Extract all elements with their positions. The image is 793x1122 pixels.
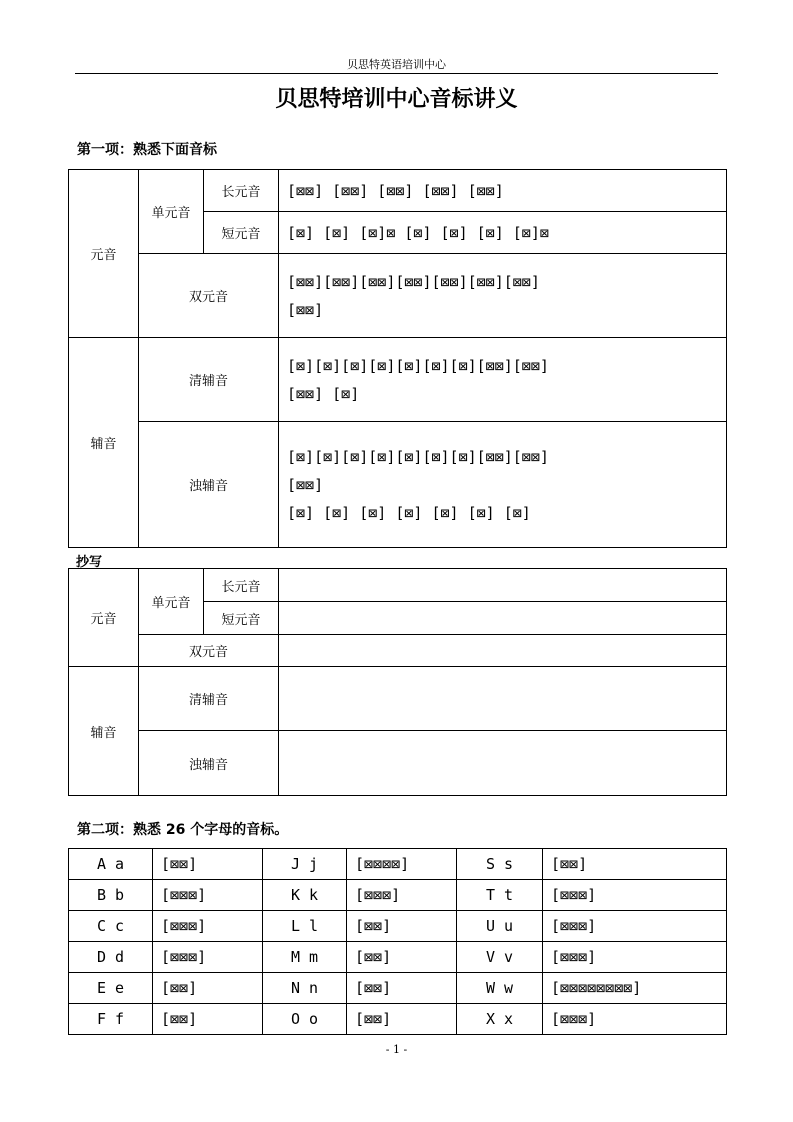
copy-diphthong-field[interactable] [279, 635, 727, 667]
letter-cell: V v [457, 942, 543, 973]
letter-cell: C c [69, 911, 153, 942]
voiced-line-3: [⊠] [⊠] [⊠] [⊠] [⊠] [⊠] [⊠] [287, 503, 531, 522]
letter-cell: J j [263, 849, 347, 880]
letter-phonetic-cell: [⊠⊠⊠⊠⊠⊠⊠⊠] [543, 973, 727, 1004]
monophthong-label: 单元音 [139, 170, 204, 254]
letter-phonetic-cell: [⊠⊠⊠] [153, 942, 263, 973]
letter-cell: M m [263, 942, 347, 973]
letter-cell: L l [263, 911, 347, 942]
alphabet-row [69, 880, 727, 911]
copy-heading: 抄写 [76, 555, 103, 570]
page-header: 贝思特英语培训中心 [347, 58, 446, 71]
letter-phonetic-cell: [⊠⊠] [153, 849, 263, 880]
copy-voiced-label: 浊辅音 [139, 731, 279, 796]
letter-phonetic-cell: [⊠⊠] [543, 849, 727, 880]
copy-vowel-label: 元音 [69, 569, 139, 667]
copy-voiceless-label: 清辅音 [139, 667, 279, 731]
alphabet-row [69, 911, 727, 942]
letter-phonetic-cell: [⊠⊠⊠] [543, 880, 727, 911]
letter-cell: O o [263, 1004, 347, 1035]
section1-heading: 第一项：熟悉下面音标 [77, 142, 217, 158]
letter-cell: U u [457, 911, 543, 942]
letter-phonetic-cell: [⊠⊠] [153, 1004, 263, 1035]
header-rule [75, 73, 718, 74]
voiced-label: 浊辅音 [139, 422, 279, 548]
document-title: 贝思特培训中心音标讲义 [275, 87, 518, 112]
long-vowel-label: 长元音 [204, 170, 279, 212]
alphabet-row [69, 942, 727, 973]
letter-phonetic-cell: [⊠⊠] [347, 973, 457, 1004]
letter-phonetic-cell: [⊠⊠⊠⊠] [347, 849, 457, 880]
letter-cell: S s [457, 849, 543, 880]
letter-phonetic-cell: [⊠⊠] [153, 973, 263, 1004]
phonetic-table [68, 169, 727, 548]
letter-cell: T t [457, 880, 543, 911]
copy-diphthong-label: 双元音 [139, 635, 279, 667]
copy-monophthong-label: 单元音 [139, 569, 204, 635]
short-vowel-symbols: [⊠] [⊠] [⊠]⊠ [⊠] [⊠] [⊠] [⊠]⊠ [279, 212, 727, 254]
letter-cell: A a [69, 849, 153, 880]
voiced-line-2: [⊠⊠] [287, 475, 324, 494]
voiced-line-1: [⊠][⊠][⊠][⊠][⊠][⊠][⊠][⊠⊠][⊠⊠] [287, 447, 549, 466]
long-vowel-symbols: [⊠⊠] [⊠⊠] [⊠⊠] [⊠⊠] [⊠⊠] [279, 170, 727, 212]
letter-cell: X x [457, 1004, 543, 1035]
voiceless-line-2: [⊠⊠] [⊠] [287, 384, 360, 403]
copy-table [68, 568, 727, 796]
consonant-label: 辅音 [69, 338, 139, 548]
letter-phonetic-cell: [⊠⊠] [347, 942, 457, 973]
diphthong-label: 双元音 [139, 254, 279, 338]
letter-phonetic-cell: [⊠⊠⊠] [347, 880, 457, 911]
page-number: - 1 - [385, 1043, 408, 1056]
letter-cell: W w [457, 973, 543, 1004]
copy-long-label: 长元音 [204, 569, 279, 602]
diphthong-line-2: [⊠⊠] [287, 300, 324, 319]
voiceless-line-1: [⊠][⊠][⊠][⊠][⊠][⊠][⊠][⊠⊠][⊠⊠] [287, 356, 549, 375]
letter-phonetic-cell: [⊠⊠] [347, 1004, 457, 1035]
alphabet-table [68, 848, 727, 1035]
letter-phonetic-cell: [⊠⊠⊠] [153, 880, 263, 911]
letter-phonetic-cell: [⊠⊠⊠] [543, 911, 727, 942]
letter-phonetic-cell: [⊠⊠⊠] [543, 1004, 727, 1035]
vowel-label: 元音 [69, 170, 139, 338]
letter-cell: B b [69, 880, 153, 911]
letter-cell: D d [69, 942, 153, 973]
copy-long-field[interactable] [279, 569, 727, 602]
short-vowel-label: 短元音 [204, 212, 279, 254]
copy-voiceless-field[interactable] [279, 667, 727, 731]
letter-cell: N n [263, 973, 347, 1004]
voiceless-label: 清辅音 [139, 338, 279, 422]
voiceless-symbols [279, 338, 727, 422]
copy-consonant-label: 辅音 [69, 667, 139, 796]
voiced-symbols [279, 422, 727, 548]
diphthong-line-1: [⊠⊠][⊠⊠][⊠⊠][⊠⊠][⊠⊠][⊠⊠][⊠⊠] [287, 272, 540, 291]
letter-cell: F f [69, 1004, 153, 1035]
copy-short-label: 短元音 [204, 602, 279, 635]
copy-voiced-field[interactable] [279, 731, 727, 796]
section2-heading: 第二项：熟悉 26 个字母的音标。 [77, 822, 289, 838]
alphabet-row [69, 973, 727, 1004]
letter-cell: K k [263, 880, 347, 911]
alphabet-row [69, 849, 727, 880]
letter-phonetic-cell: [⊠⊠⊠] [153, 911, 263, 942]
diphthong-symbols [279, 254, 727, 338]
letter-cell: E e [69, 973, 153, 1004]
letter-phonetic-cell: [⊠⊠⊠] [543, 942, 727, 973]
alphabet-row [69, 1004, 727, 1035]
letter-phonetic-cell: [⊠⊠] [347, 911, 457, 942]
copy-short-field[interactable] [279, 602, 727, 635]
